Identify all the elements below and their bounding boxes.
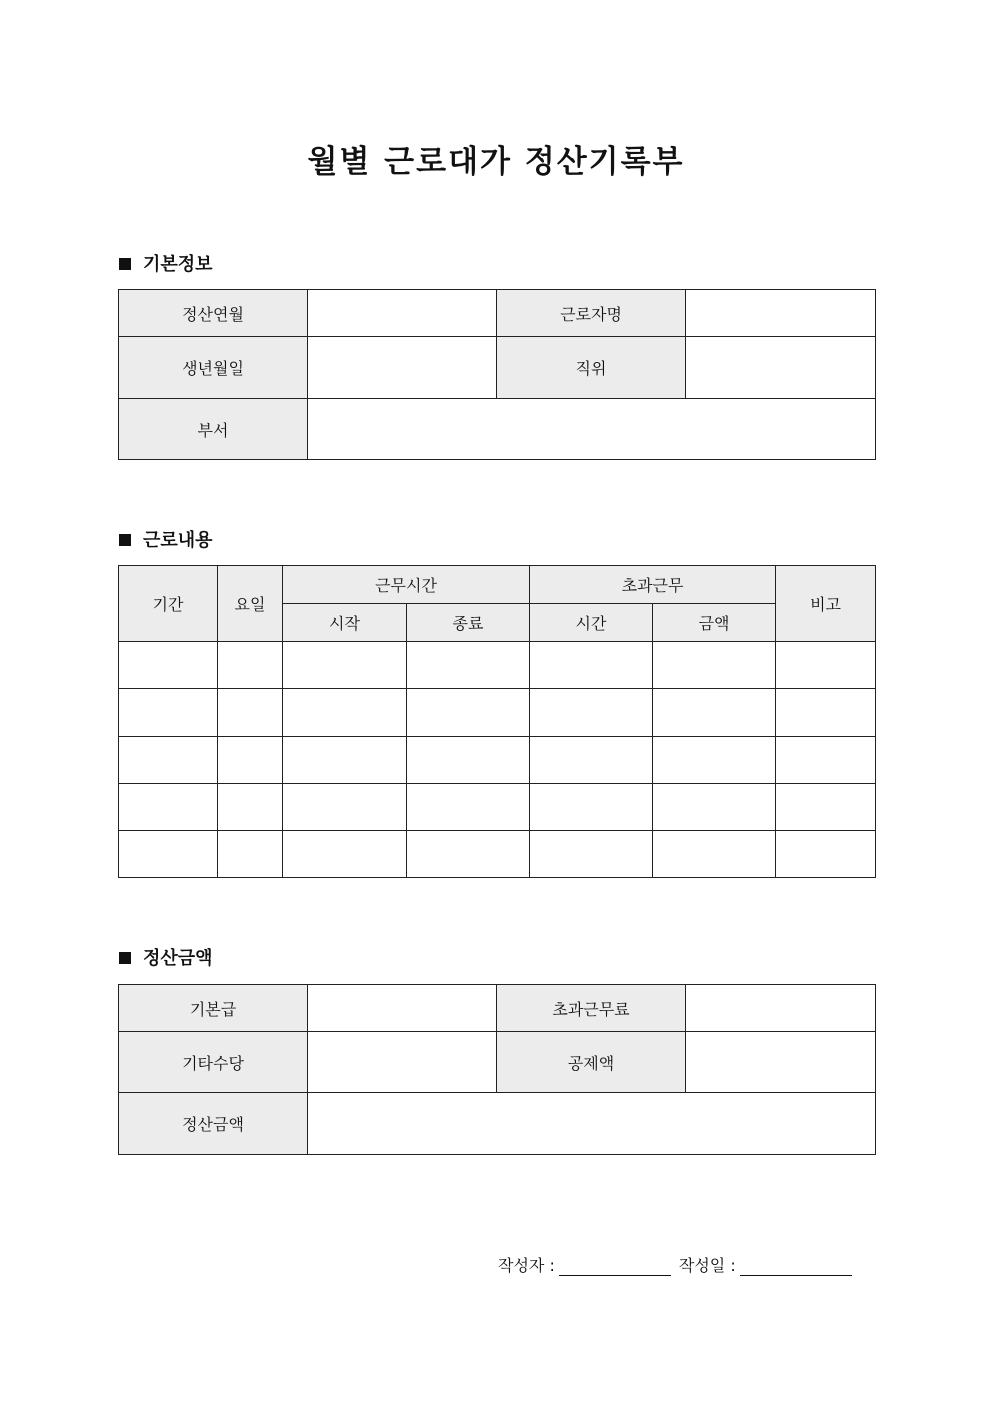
field-birth-date[interactable] — [308, 337, 497, 399]
cell-start[interactable] — [283, 831, 407, 878]
cell-start[interactable] — [283, 642, 407, 689]
cell-hours[interactable] — [530, 737, 653, 784]
cell-period[interactable] — [119, 831, 218, 878]
section-title: 정산금액 — [143, 948, 213, 969]
cell-amount[interactable] — [653, 642, 776, 689]
cell-end[interactable] — [407, 831, 530, 878]
section-title: 근로내용 — [143, 530, 213, 551]
square-bullet-icon — [119, 534, 131, 546]
header-amount: 금액 — [653, 604, 776, 642]
field-worker-name[interactable] — [686, 290, 876, 337]
header-hours: 시간 — [530, 604, 653, 642]
section-heading-basic-info — [119, 254, 213, 276]
cell-day[interactable] — [218, 784, 283, 831]
cell-hours[interactable] — [530, 642, 653, 689]
table-row — [119, 831, 876, 878]
header-note: 비고 — [776, 566, 876, 642]
label-birth-date: 생년월일 — [119, 337, 308, 399]
header-day: 요일 — [218, 566, 283, 642]
table-row — [119, 737, 876, 784]
cell-note[interactable] — [776, 784, 876, 831]
cell-amount[interactable] — [653, 689, 776, 737]
cell-day[interactable] — [218, 689, 283, 737]
date-blank-line[interactable] — [740, 1257, 852, 1276]
cell-start[interactable] — [283, 689, 407, 737]
cell-hours[interactable] — [530, 784, 653, 831]
cell-amount[interactable] — [653, 784, 776, 831]
label-department: 부서 — [119, 399, 308, 460]
cell-hours[interactable] — [530, 689, 653, 737]
section-heading-work — [119, 530, 213, 552]
label-worker-name: 근로자명 — [497, 290, 686, 337]
label-other-allowance: 기타수당 — [119, 1032, 308, 1093]
header-end: 종료 — [407, 604, 530, 642]
cell-note[interactable] — [776, 831, 876, 878]
work-table — [118, 565, 876, 878]
header-work-time: 근무시간 — [283, 566, 530, 604]
table-row — [119, 689, 876, 737]
field-position[interactable] — [686, 337, 876, 399]
cell-hours[interactable] — [530, 831, 653, 878]
label-settle-month: 정산연월 — [119, 290, 308, 337]
field-settle-month[interactable] — [308, 290, 497, 337]
cell-note[interactable] — [776, 642, 876, 689]
author-label: 작성자 : — [498, 1256, 555, 1275]
cell-note[interactable] — [776, 689, 876, 737]
cell-day[interactable] — [218, 831, 283, 878]
cell-amount[interactable] — [653, 831, 776, 878]
field-base-pay[interactable] — [308, 985, 497, 1032]
cell-day[interactable] — [218, 737, 283, 784]
cell-end[interactable] — [407, 689, 530, 737]
cell-end[interactable] — [407, 642, 530, 689]
cell-amount[interactable] — [653, 737, 776, 784]
field-deduction[interactable] — [686, 1032, 876, 1093]
document-title: 월별 근로대가 정산기록부 — [307, 144, 685, 180]
signature-footer — [498, 1253, 852, 1276]
label-overtime-pay: 초과근무료 — [497, 985, 686, 1032]
cell-start[interactable] — [283, 784, 407, 831]
field-department[interactable] — [308, 399, 876, 460]
section-heading-settlement — [119, 948, 213, 970]
cell-note[interactable] — [776, 737, 876, 784]
cell-period[interactable] — [119, 737, 218, 784]
cell-start[interactable] — [283, 737, 407, 784]
header-start: 시작 — [283, 604, 407, 642]
cell-period[interactable] — [119, 642, 218, 689]
date-label: 작성일 : — [678, 1256, 736, 1275]
cell-end[interactable] — [407, 737, 530, 784]
cell-period[interactable] — [119, 784, 218, 831]
table-row — [119, 642, 876, 689]
label-total: 정산금액 — [119, 1093, 308, 1155]
settlement-table — [118, 984, 876, 1155]
table-row — [119, 784, 876, 831]
square-bullet-icon — [119, 952, 131, 964]
cell-day[interactable] — [218, 642, 283, 689]
label-deduction: 공제액 — [497, 1032, 686, 1093]
label-base-pay: 기본급 — [119, 985, 308, 1032]
author-blank-line[interactable] — [559, 1257, 671, 1276]
header-period: 기간 — [119, 566, 218, 642]
cell-end[interactable] — [407, 784, 530, 831]
header-overtime: 초과근무 — [530, 566, 776, 604]
field-other-allowance[interactable] — [308, 1032, 497, 1093]
section-title: 기본정보 — [143, 254, 213, 275]
basic-info-table — [118, 289, 876, 460]
cell-period[interactable] — [119, 689, 218, 737]
square-bullet-icon — [119, 258, 131, 270]
label-position: 직위 — [497, 337, 686, 399]
field-overtime-pay[interactable] — [686, 985, 876, 1032]
field-total[interactable] — [308, 1093, 876, 1155]
